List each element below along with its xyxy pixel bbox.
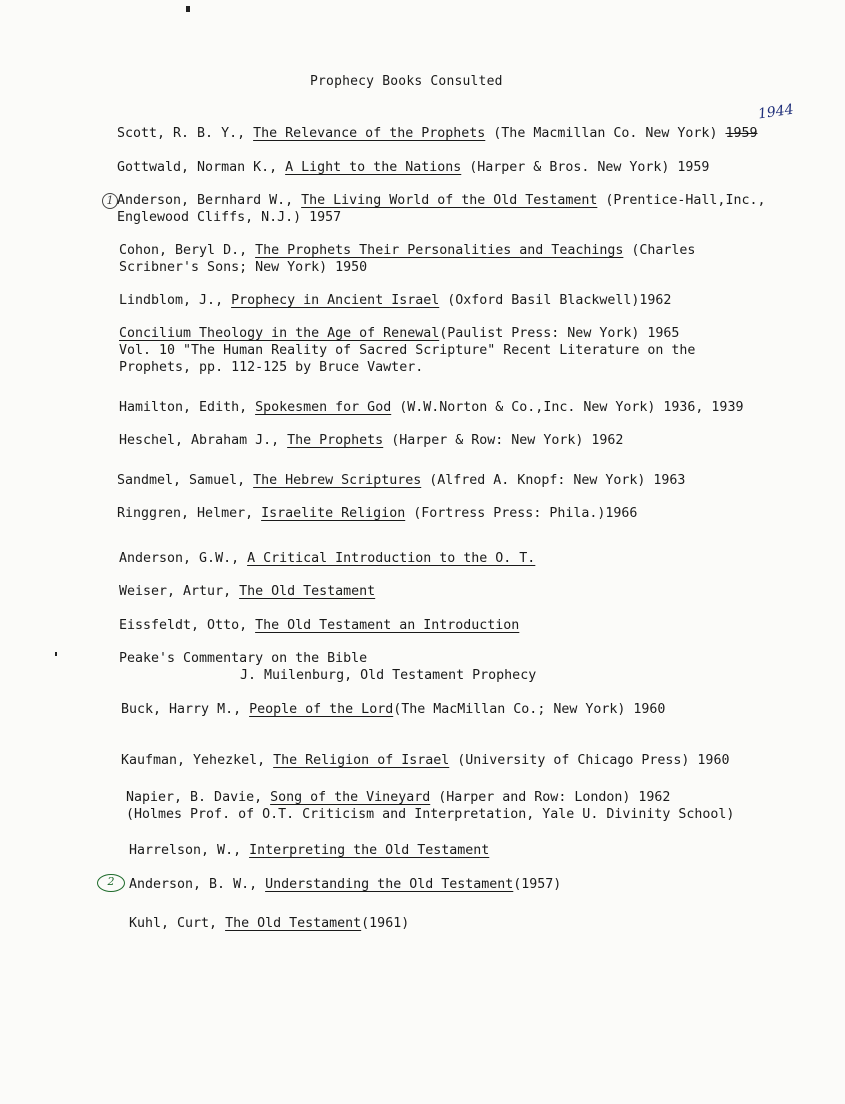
entry-harrelson	[129, 842, 489, 859]
entry-anderson-bernhard	[117, 192, 765, 226]
entry-author: Weiser, Artur,	[119, 584, 232, 599]
entry-author: Sandmel, Samuel,	[117, 473, 246, 488]
entry-scott	[117, 125, 758, 142]
entry-author: Eissfeldt, Otto,	[119, 618, 248, 633]
entry-author: Anderson, B. W.,	[129, 877, 258, 892]
entry-title: Concilium Theology in the Age of Renewal	[119, 326, 440, 341]
entry-publisher: (Oxford Basil Blackwell)1962	[447, 293, 672, 308]
entry-anderson-bw	[129, 876, 561, 893]
entry-publisher: (1961)	[361, 916, 410, 931]
entry-author: Heschel, Abraham J.,	[119, 433, 280, 448]
entry-peakes	[119, 650, 536, 684]
entry-eissfeldt	[119, 617, 519, 634]
entry-publisher: (1957)	[513, 877, 562, 892]
entry-publisher: (W.W.Norton & Co.,Inc. New York) 1936, 1939	[399, 400, 744, 415]
entry-napier	[126, 789, 734, 823]
entry-author: Hamilton, Edith,	[119, 400, 248, 415]
entry-author: Cohon, Beryl D.,	[119, 243, 248, 258]
entry-publisher: (Charles	[631, 243, 696, 258]
margin-number-marker: 2	[97, 874, 125, 892]
entry-kuhl	[129, 915, 409, 932]
entry-author: Ringgren, Helmer,	[117, 506, 254, 521]
entry-heschel	[119, 432, 623, 449]
page-title: Prophecy Books Consulted	[310, 74, 503, 89]
entry-title: The Religion of Israel	[273, 753, 450, 768]
entry-title: Interpreting the Old Testament	[249, 843, 490, 858]
entry-concilium	[119, 325, 695, 376]
entry-title: The Hebrew Scriptures	[253, 473, 422, 488]
entry-title: The Old Testament	[239, 584, 376, 599]
entry-title: Israelite Religion	[261, 506, 406, 521]
entry-author: Scott, R. B. Y.,	[117, 126, 246, 141]
entry-title: Understanding the Old Testament	[265, 877, 514, 892]
entry-title: Song of the Vineyard	[270, 790, 431, 805]
entry-buck	[121, 701, 665, 718]
handwritten-year: 1944	[757, 101, 795, 123]
entry-title: Prophecy in Ancient Israel	[231, 293, 440, 308]
entry-anderson-gw	[119, 550, 535, 567]
entry-author: Lindblom, J.,	[119, 293, 224, 308]
entry-publisher: (Fortress Press: Phila.)1966	[413, 506, 638, 521]
entry-author: Anderson, G.W.,	[119, 551, 240, 566]
entry-ringgren	[117, 505, 637, 522]
entry-continuation: Scribner's Sons; New York) 1950	[119, 260, 368, 275]
entry-title: Peake's Commentary on the Bible	[119, 651, 368, 666]
entry-publisher: (Harper & Bros. New York) 1959	[469, 160, 710, 175]
entry-publisher: (The MacMillan Co.; New York) 1960	[393, 702, 666, 717]
entry-continuation: J. Muilenburg, Old Testament Prophecy	[240, 668, 537, 683]
entry-continuation: Prophets, pp. 112-125 by Bruce Vawter.	[119, 360, 424, 375]
entry-author: Kuhl, Curt,	[129, 916, 218, 931]
entry-title: The Old Testament	[225, 916, 362, 931]
entry-lindblom	[119, 292, 671, 309]
entry-publisher: (University of Chicago Press) 1960	[457, 753, 730, 768]
entry-publisher: (The Macmillan Co. New York)	[493, 126, 718, 141]
entry-hamilton	[119, 399, 743, 416]
entry-title: A Light to the Nations	[285, 160, 462, 175]
entry-author: Harrelson, W.,	[129, 843, 242, 858]
margin-number-marker: 1	[102, 193, 118, 209]
entry-publisher: (Harper and Row: London) 1962	[438, 790, 671, 805]
entry-title: The Relevance of the Prophets	[253, 126, 486, 141]
entry-author: Kaufman, Yehezkel,	[121, 753, 266, 768]
entry-author: Anderson, Bernhard W.,	[117, 193, 294, 208]
entry-cohon	[119, 242, 695, 276]
entry-publisher: (Alfred A. Knopf: New York) 1963	[429, 473, 686, 488]
struck-year: 1959	[725, 126, 758, 141]
entry-title: The Prophets Their Personalities and Teachings	[255, 243, 624, 258]
entry-title: Spokesmen for God	[255, 400, 392, 415]
entry-title: The Living World of the Old Testament	[301, 193, 598, 208]
entry-gottwald	[117, 159, 709, 176]
entry-continuation: Vol. 10 "The Human Reality of Sacred Scripture" Recent Literature on the	[119, 343, 696, 358]
entry-continuation: Englewood Cliffs, N.J.) 1957	[117, 210, 342, 225]
entry-author: Napier, B. Davie,	[126, 790, 263, 805]
entry-title: The Old Testament an Introduction	[255, 618, 520, 633]
ink-speck	[55, 652, 57, 656]
entry-weiser	[119, 583, 375, 600]
entry-publisher: (Prentice-Hall,Inc.,	[605, 193, 766, 208]
entry-kaufman	[121, 752, 729, 769]
entry-publisher: (Harper & Row: New York) 1962	[391, 433, 624, 448]
entry-author: Gottwald, Norman K.,	[117, 160, 278, 175]
entry-author: Buck, Harry M.,	[121, 702, 242, 717]
entry-continuation: (Holmes Prof. of O.T. Criticism and Interpretation, Yale U. Divinity School)	[126, 807, 735, 822]
ink-speck	[186, 6, 190, 12]
entry-title: The Prophets	[287, 433, 384, 448]
entry-sandmel	[117, 472, 685, 489]
entry-title: People of the Lord	[249, 702, 394, 717]
entry-title: A Critical Introduction to the O. T.	[247, 551, 536, 566]
entry-publisher: (Paulist Press: New York) 1965	[439, 326, 680, 341]
